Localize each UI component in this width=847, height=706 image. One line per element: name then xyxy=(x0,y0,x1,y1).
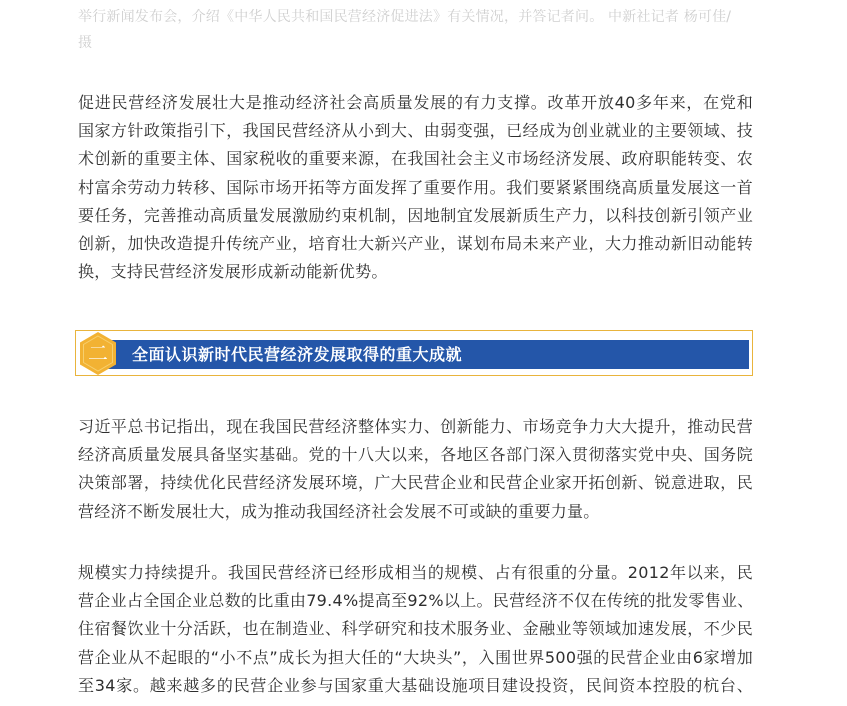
paragraph-line: 经济高质量发展具备坚实基础。党的十八大以来，各地区各部门深入贯彻落实党中央、国务院 xyxy=(78,445,753,465)
paragraph-line: 习近平总书记指出，现在我国民营经济整体实力、创新能力、市场竞争力大大提升，推动民营 xyxy=(78,417,753,436)
paragraph-line: 促进民营经济发展壮大是推动经济社会高质量发展的有力支撑。改革开放40多年来，在党和 xyxy=(78,93,753,112)
paragraph-line: 换，支持民营经济发展形成新动能新优势。 xyxy=(78,262,388,282)
paragraph-line: 要任务，完善推动高质量发展激励约束机制，因地制宜发展新质生产力，以科技创新引领产业 xyxy=(78,205,753,225)
paragraph-line: 创新，加快改造提升传统产业，培育壮大新兴产业，谋划布局未来产业，大力推动新旧动能转 xyxy=(78,234,753,254)
paragraph-line: 营企业占全国企业总数的比重由79.4%提高至92%以上。民营经济不仅在传统的批发零售业、 xyxy=(78,591,754,611)
paragraph-line: 住宿餐饮业十分活跃，也在制造业、科学研究和技术服务业、金融业等领域加速发展，不少民 xyxy=(78,619,753,639)
section-heading xyxy=(75,330,753,376)
section-number-hexagon-icon xyxy=(78,331,118,376)
paragraph-line: 国家方针政策指引下，我国民营经济从小到大、由弱变强，已经成为创业就业的主要领域、技 xyxy=(78,121,753,141)
photo-caption xyxy=(78,4,768,56)
paragraph-line: 营经济不断发展壮大，成为推动我国经济社会发展不可或缺的重要力量。 xyxy=(78,501,600,521)
section-title: 全面认识新时代民营经济发展取得的重大成就 xyxy=(132,345,463,364)
section-number: 二 xyxy=(88,341,108,365)
paragraph-intro xyxy=(78,89,753,286)
paragraph-line: 决策部署，持续优化民营经济发展环境，广大民营企业和民营企业家开拓创新、锐意进取，民 xyxy=(78,473,753,493)
photo-caption-line-2: 摄 xyxy=(78,35,93,51)
paragraph-line: 至34家。越来越多的民营企业参与国家重大基础设施项目建设投资，民间资本控股的杭台、 xyxy=(78,675,753,695)
photo-caption-line-1: 举行新闻发布会，介绍《中华人民共和国民营经济促进法》有关情况，并答记者问。 中新社记者 杨可佳/ xyxy=(78,9,732,25)
paragraph-scale xyxy=(78,559,753,700)
paragraph-line: 村富余劳动力转移、国际市场开拓等方面发挥了重要作用。我们要紧紧围绕高质量发展这一首 xyxy=(78,177,753,197)
paragraph-line: 营企业从不起眼的“小不点”成长为担大任的“大块头”，入围世界500强的民营企业由6家增加 xyxy=(78,647,753,667)
paragraph-line: 术创新的重要主体、国家税收的重要来源，在我国社会主义市场经济发展、政府职能转变、农 xyxy=(78,149,753,169)
paragraph-achievements xyxy=(78,413,753,526)
paragraph-line: 规模实力持续提升。我国民营经济已经形成相当的规模、占有很重的分量。2012年以来，民 xyxy=(78,563,753,582)
